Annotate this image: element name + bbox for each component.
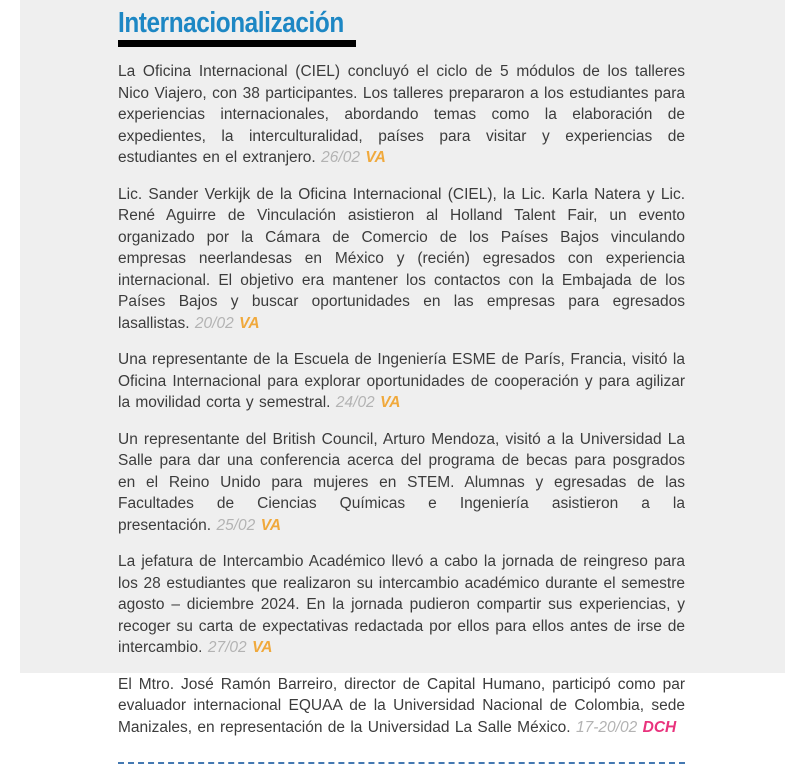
article-author-initials: VA [380, 394, 401, 411]
article-date: 24/02 [335, 394, 375, 411]
article-date: 25/02 [216, 516, 256, 534]
article-text: El Mtro. José Ramón Barreiro, director de Capital Humano, participó como par evaluador internacional EQUAA de la Universidad Nacional de Colombia, sede Manizales, en representación de la Universidad La Salle México. [118, 675, 685, 736]
article-text: Un representante del British Council, Arturo Mendoza, visitó a la Universidad La Salle para dar una conferencia acerca del programa de becas para posgrados en el Reino Unido para mujeres en STEM. Alumnas y egresadas de las Facultades de Ciencias Químicas e Ingeniería asistieron a la presentación. [118, 430, 685, 534]
article-paragraph [118, 61, 685, 169]
article-author-initials: DCH [642, 718, 677, 736]
article-date: 20/02 [194, 314, 234, 332]
article-author-initials: VA [365, 149, 386, 166]
article-author-initials: VA [252, 639, 273, 656]
title-underline-bar [118, 40, 356, 47]
article-paragraph [118, 551, 685, 659]
section-header [118, 8, 685, 47]
article-paragraph [118, 184, 685, 335]
section-title: Internacionalización [118, 7, 344, 39]
article-text: Una representante de la Escuela de Ingeniería ESME de París, Francia, visitó la Oficina Internacional para explorar oportunidades de cooperación y para agilizar la movilidad corta y semestral. [118, 351, 685, 411]
article-paragraph [118, 429, 685, 537]
content-area [20, 0, 785, 736]
article-author-initials: VA [239, 314, 260, 332]
article-text: Lic. Sander Verkijk de la Oficina Internacional (CIEL), la Lic. Karla Natera y Lic. René Aguirre de Vinculación asistieron al Holland Talent Fair, un evento organizado por la Cámara de Comercio de los Países Bajos vinculando empresas neerlandesas en México y (recién) egresados con experiencia internacional. El objetivo era mantener los contactos con la Embajada de los Países Bajos y buscar oportunidades en las empresas para egresados lasallistas. [118, 185, 685, 332]
article-text: La jefatura de Intercambio Académico llevó a cabo la jornada de reingreso para los 28 estudiantes que realizaron su intercambio académico durante el semestre agosto – diciembre 2024. En la jornada pudieron compartir sus experiencias, y recoger su carta de expectativas redactada por ellos para ellos antes de irse de intercambio. [118, 553, 685, 656]
article-text: La Oficina Internacional (CIEL) concluyó el ciclo de 5 módulos de los talleres Nico Viajero, con 38 participantes. Los talleres prepararon a los estudiantes para experiencias internacionales, abordando temas como la elaboración de expedientes, la interculturalidad, países para visitar y experiencias de estudiantes en el extranjero. [118, 63, 685, 166]
article-paragraph [118, 349, 685, 414]
article-author-initials: VA [260, 516, 282, 534]
article-date: 17-20/02 [576, 718, 638, 736]
article-date: 26/02 [321, 149, 360, 166]
article-date: 27/02 [207, 639, 247, 656]
article-paragraph [118, 674, 685, 739]
